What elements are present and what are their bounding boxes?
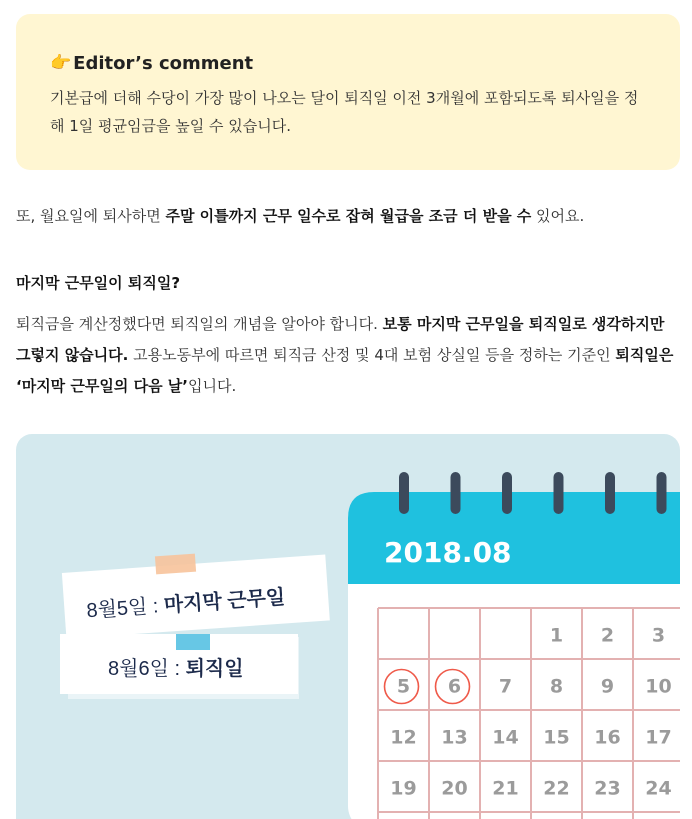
- calendar-day-15: 15: [543, 726, 570, 749]
- calendar-day-9: 9: [600, 675, 615, 698]
- calendar-day-2: 2: [600, 624, 615, 647]
- paragraph-retirement-date: 퇴직금을 계산정했다면 퇴직일의 개념을 알아야 합니다. 보통 마지막 근무일을 퇴직일로 생각하지만 그렇지 않습니다. 고용노동부에 따르면 퇴직금 산정 및 4대 보험 상실일 등을 정하는 기준인 퇴직일은 ‘마지막 근무일의 다음 날’입니다.: [16, 315, 674, 395]
- calendar-day-19: 19: [390, 777, 417, 800]
- svg-text:8월6일 : 퇴직일: [108, 656, 244, 680]
- calendar-ring: [502, 472, 512, 514]
- pointing-hand-icon: 👉: [50, 52, 72, 73]
- calendar-title: 2018.08: [384, 536, 512, 569]
- calendar-day-10: 10: [645, 675, 672, 698]
- calendar-day-12: 12: [390, 726, 417, 749]
- editor-comment-box: [16, 14, 680, 170]
- note-2-date: 8월6일 :: [108, 658, 186, 680]
- calendar-day-24: 24: [645, 777, 672, 800]
- calendar-ring: [657, 472, 667, 514]
- calendar-ring: [554, 472, 564, 514]
- calendar-day-17: 17: [645, 726, 672, 749]
- illustration-svg: [16, 434, 680, 819]
- note-1-label: 마지막 근무일: [163, 586, 286, 617]
- calendar-ring: [451, 472, 461, 514]
- calendar-day-6: 6: [447, 675, 462, 698]
- calendar-illustration: [16, 434, 680, 819]
- note-retirement-day: [60, 634, 299, 699]
- calendar-day-23: 23: [594, 777, 621, 800]
- calendar-day-7: 7: [498, 675, 513, 698]
- section-heading: 마지막 근무일이 퇴직일?: [16, 274, 181, 292]
- calendar-day-20: 20: [441, 777, 468, 800]
- calendar-ring: [605, 472, 615, 514]
- editor-comment-text: 기본급에 더해 수당이 가장 많이 나오는 달이 퇴직일 이전 3개월에 포함되도록 퇴사일을 정해 1일 평균임금을 높일 수 있습니다.: [50, 89, 639, 135]
- calendar: [348, 472, 680, 819]
- calendar-day-22: 22: [543, 777, 570, 800]
- calendar-day-1: 1: [549, 624, 564, 647]
- calendar-day-5: 5: [396, 675, 411, 698]
- note-2-tape: [176, 634, 210, 650]
- editor-comment-title: [50, 50, 646, 76]
- paragraph-monday: 또, 월요일에 퇴사하면 주말 이틀까지 근무 일수로 잡혀 월급을 조금 더 받을 수 있어요.: [16, 207, 585, 225]
- note-1-tape: [155, 554, 196, 575]
- calendar-day-21: 21: [492, 777, 519, 800]
- note-last-workday: [61, 545, 330, 639]
- calendar-ring: [399, 472, 409, 514]
- calendar-day-8: 8: [549, 675, 564, 698]
- calendar-day-3: 3: [651, 624, 666, 647]
- editor-title-text: Editor’s comment: [73, 52, 254, 74]
- calendar-day-16: 16: [594, 726, 621, 749]
- calendar-day-13: 13: [441, 726, 468, 749]
- calendar-day-14: 14: [492, 726, 519, 749]
- note-2-label: 퇴직일: [185, 658, 244, 680]
- note-1-date: 8월5일 :: [85, 594, 165, 623]
